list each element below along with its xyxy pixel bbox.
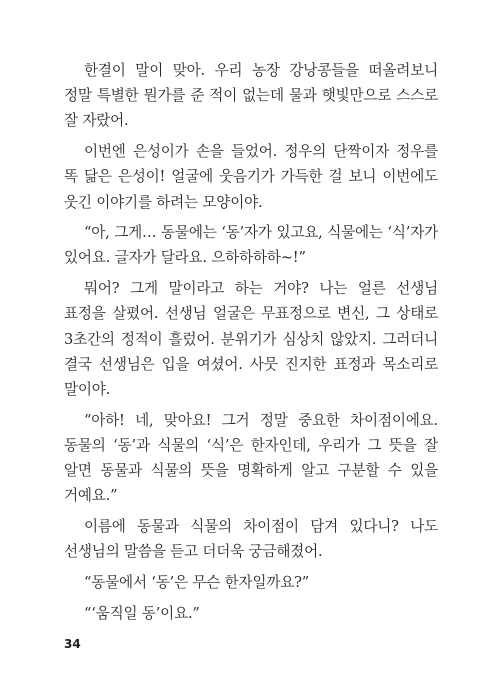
paragraph-5: “아하! 네, 맞아요! 그거 정말 중요한 차이점이에요. 동물의 ‘동’과 식물의 ‘식’은 한자인데, 우리가 그 뜻을 잘 알면 동물과 식물의 뜻을 명확하게 알고 구분할 수 있을 거예요.” <box>64 411 438 505</box>
paragraph-2: 이번엔 은성이가 손을 들었어. 정우의 단짝이자 정우를 똑 닮은 은성이! 얼굴에 웃음기가 가득한 걸 보니 이번에도 웃긴 이야기를 하려는 모양이야. <box>64 143 438 211</box>
body-text <box>64 58 438 631</box>
paragraph-3: “아, 그게… 동물에는 ‘동’자가 있고요, 식물에는 ‘식’자가 있어요. 글자가 달라요. 으하하하하~!” <box>64 224 438 267</box>
paragraph-7: “동물에서 ‘동’은 무슨 한자일까요?” <box>84 573 310 591</box>
paragraph-6: 이름에 동물과 식물의 차이점이 담겨 있다니? 나도 선생님의 말씀을 듣고 더더욱 궁금해졌어. <box>64 517 438 561</box>
paragraph-8: “‘움직일 동’이요.” <box>84 604 200 622</box>
page-number: 34 <box>64 637 81 651</box>
paragraph-4: 뭐어? 그게 말이라고 하는 거야? 나는 얼른 선생님 표정을 살폈어. 선생님 얼굴은 무표정으로 변신, 그 상태로 3초간의 정적이 흘렀어. 분위기가 심상치 않았지. 그러더니 결국 선생님은 입을 여셨어. 사뭇 진지한 표정과 목소리로 말이야. <box>64 280 438 398</box>
paragraph-1: 한결이 말이 맞아. 우리 농장 강낭콩들을 떠올려보니 정말 특별한 뭔가를 준 적이 없는데 물과 햇빛만으로 스스로 잘 자랐어. <box>64 62 438 130</box>
